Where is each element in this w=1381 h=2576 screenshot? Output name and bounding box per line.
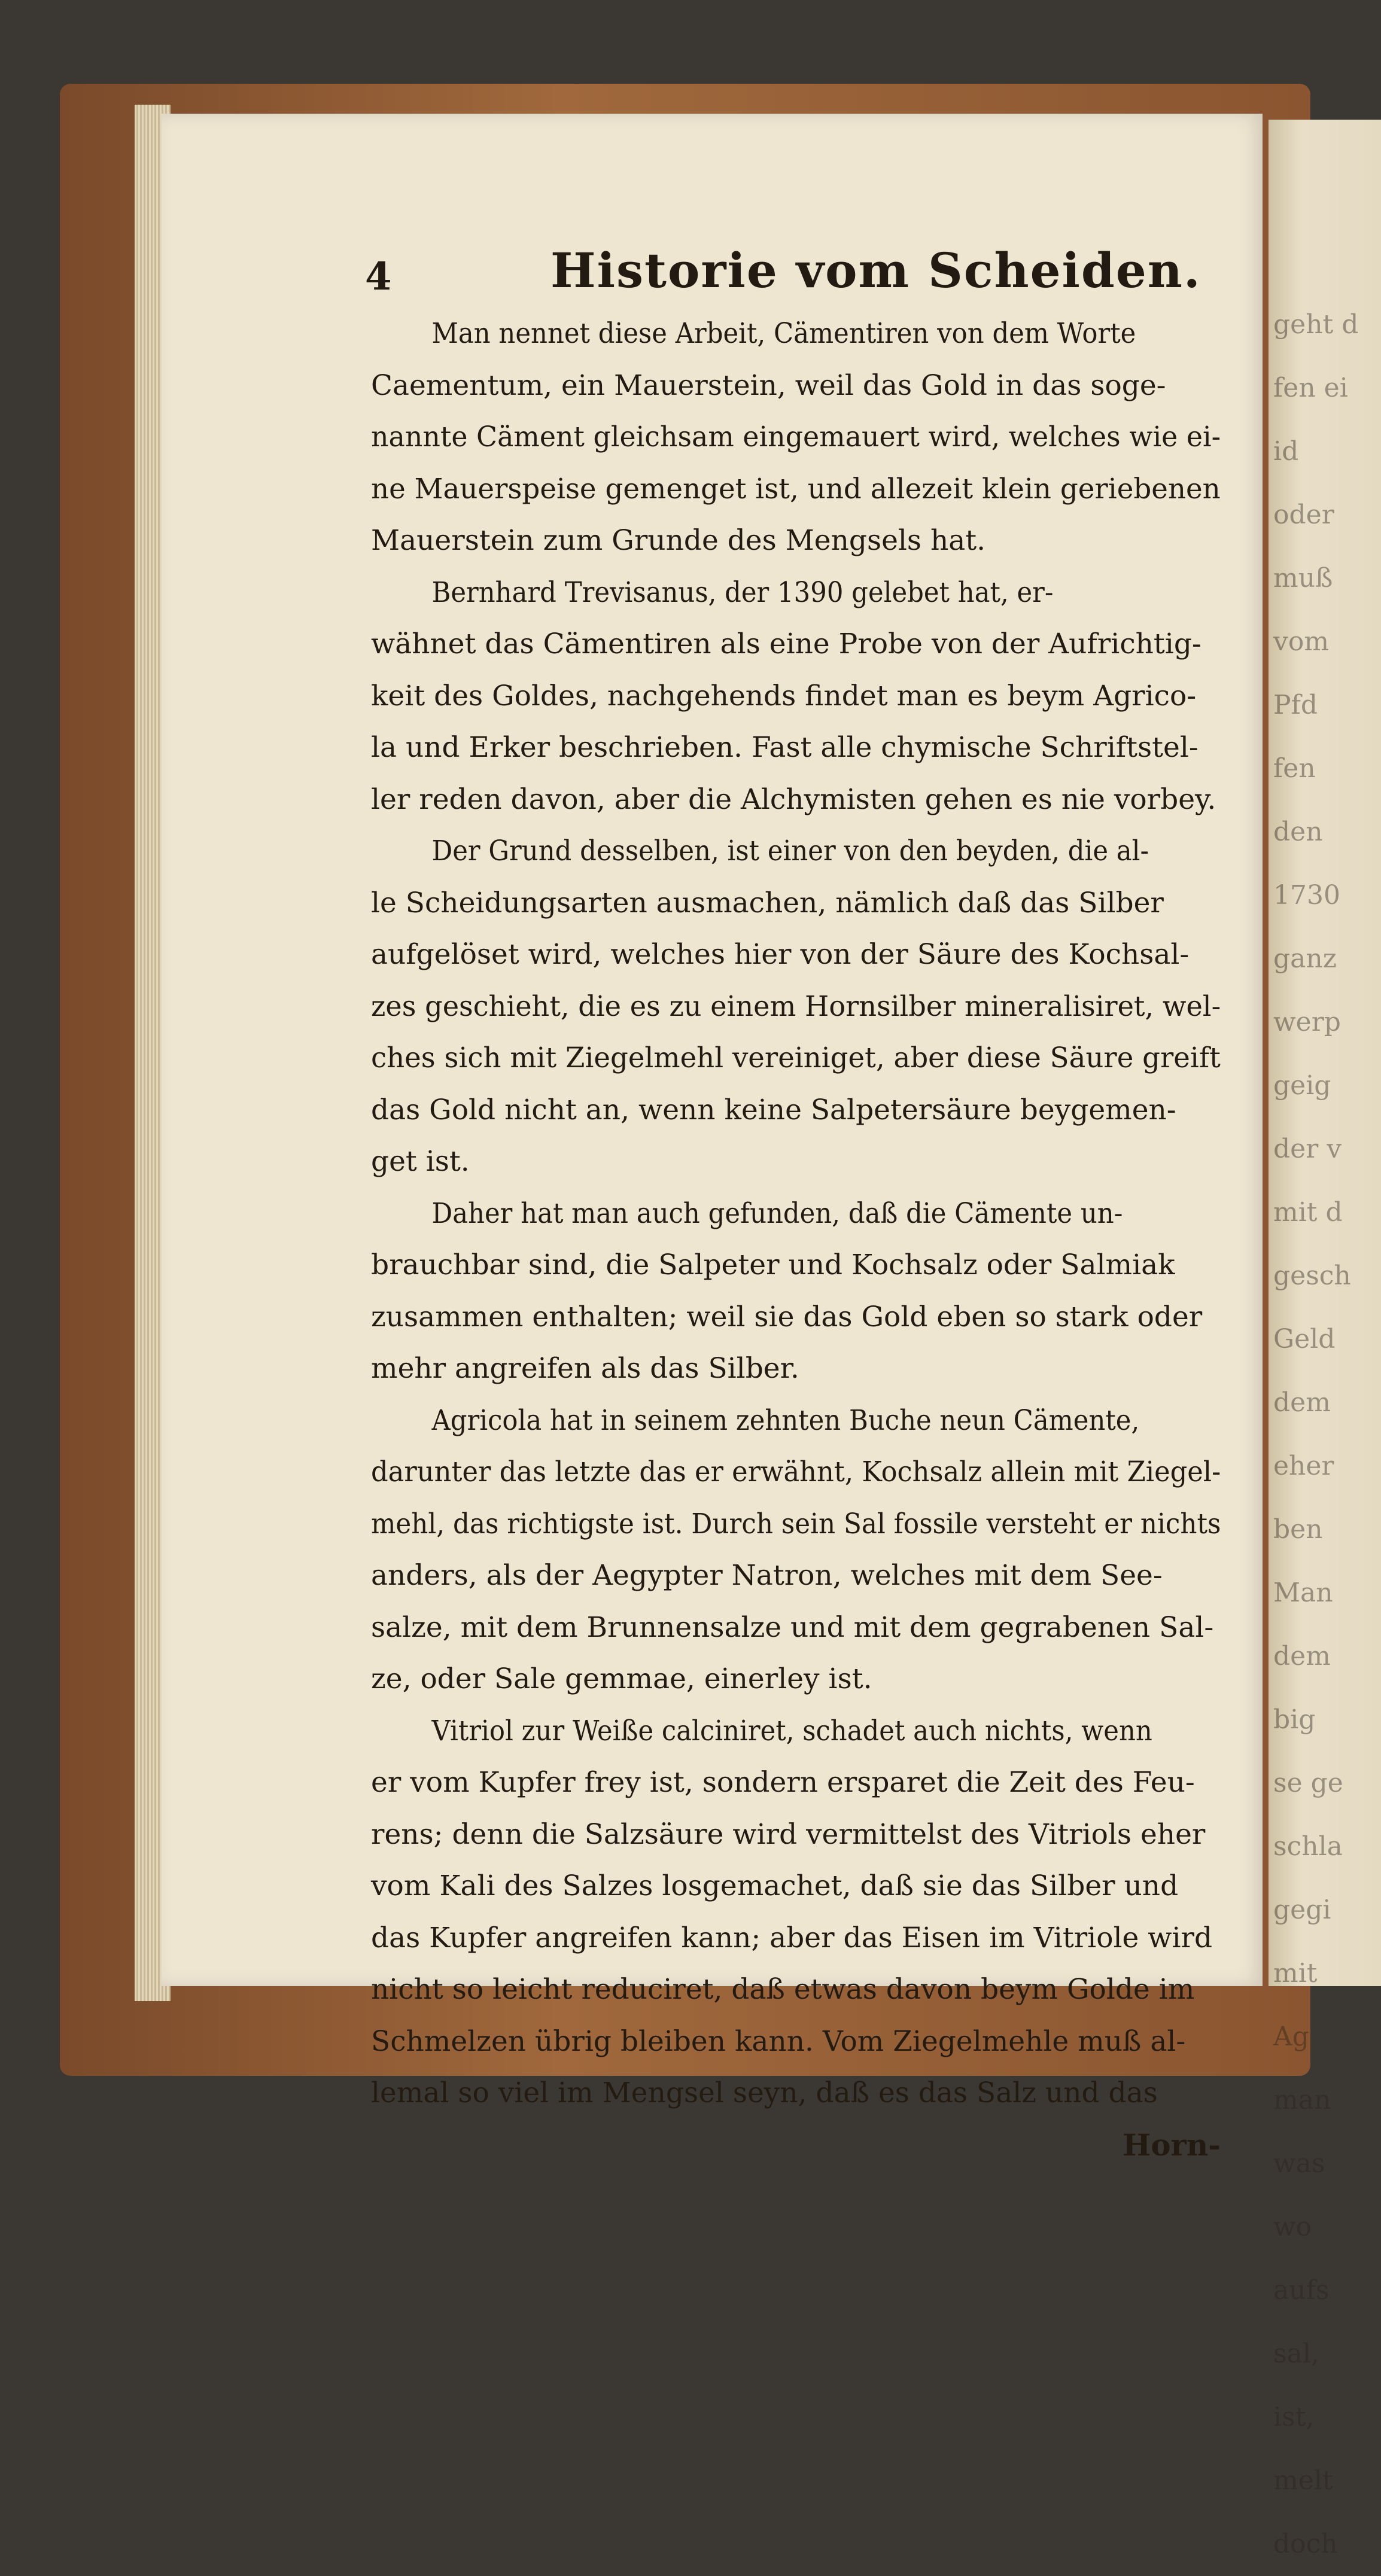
text-line: nicht so leicht reduciret, daß etwas davon beym Golde im [371, 1973, 1195, 2006]
text-line: le Scheidungsarten ausmachen, nämlich daß das Silber [371, 886, 1164, 919]
adjacent-page-fragment: sal, [1273, 2339, 1319, 2369]
text-line: mehr angreifen als das Silber. [371, 1352, 799, 1385]
paragraph [371, 1395, 1221, 1706]
adjacent-page-fragment: schla [1273, 1831, 1343, 1862]
text-line: brauchbar sind, die Salpeter und Kochsalz oder Salmiak [371, 1249, 1175, 1281]
text-line: aufgelöset wird, welches hier von der Säure des Kochsal- [371, 938, 1190, 971]
paragraph [371, 826, 1221, 1188]
adjacent-page-fragment: oder [1273, 500, 1334, 530]
paragraph [371, 1706, 1221, 2120]
adjacent-page-fragment: fen ei [1273, 373, 1348, 403]
adjacent-page-fragment: fen [1273, 753, 1316, 784]
text-line: Vitriol zur Weiße calciniret, schadet auch nichts, wenn [431, 1714, 1152, 1747]
paragraph [371, 308, 1221, 567]
text-line: ne Mauerspeise gemenget ist, und allezeit klein geriebenen [371, 472, 1221, 506]
text-line: das Gold nicht an, wenn keine Salpetersäure beygemen- [371, 1093, 1176, 1126]
text-line: Caementum, ein Mauerstein, weil das Gold in das soge- [371, 369, 1166, 402]
adjacent-page-fragment: dem [1273, 1387, 1331, 1418]
adjacent-page-fragment: aufs [1273, 2275, 1330, 2306]
text-line: la und Erker beschrieben. Fast alle chymische Schriftstel- [371, 731, 1199, 764]
adjacent-page-fragment: gegi [1273, 1895, 1331, 1925]
adjacent-page-fragment: dem [1273, 1641, 1331, 1671]
paragraph [371, 567, 1221, 826]
text-line: get ist. [371, 1145, 470, 1178]
adjacent-page-fragment: gesch [1273, 1260, 1351, 1291]
adjacent-page-fragment: Geld [1273, 1324, 1336, 1354]
text-line: anders, als der Aegypter Natron, welches mit dem See- [371, 1559, 1163, 1592]
adjacent-page-fragment: der v [1273, 1134, 1342, 1164]
adjacent-page-fragment: ist, [1273, 2402, 1315, 2432]
adjacent-page-fragment: mit d [1273, 1197, 1343, 1228]
adjacent-page-fragment: muß [1273, 563, 1333, 593]
text-line: salze, mit dem Brunnensalze und mit dem gegrabenen Sal- [371, 1610, 1214, 1644]
text-line: Agricola hat in seinem zehnten Buche neun Cämente, [431, 1403, 1140, 1437]
text-line: Schmelzen übrig bleiben kann. Vom Ziegelmehle muß al- [371, 2024, 1186, 2058]
adjacent-page-fragment: ganz [1273, 943, 1337, 974]
text-line: keit des Goldes, nachgehends findet man es beym Agrico- [371, 679, 1197, 712]
text-line: zes geschieht, die es zu einem Hornsilber mineralisiret, wel- [371, 989, 1221, 1023]
adjacent-page [1269, 120, 1381, 2559]
adjacent-page-fragment: den [1273, 817, 1323, 847]
page-content [365, 236, 1221, 2171]
text-line: Der Grund desselben, ist einer von den beyden, die al- [431, 835, 1149, 867]
adjacent-page-fragment: vom [1273, 626, 1330, 657]
page-header [365, 236, 1221, 308]
adjacent-page-fragment: Pfd [1273, 690, 1318, 720]
text-line: ler reden davon, aber die Alchymisten gehen es nie vorbey. [371, 782, 1216, 816]
body-text [371, 308, 1221, 2120]
text-line: Bernhard Trevisanus, der 1390 gelebet hat, er- [431, 576, 1054, 609]
text-line: rens; denn die Salzsäure wird vermittelst des Vitriols eher [371, 1817, 1206, 1851]
text-line: lemal so viel im Mengsel seyn, daß es das Salz und das [371, 2076, 1158, 2109]
text-line: darunter das letzte das er erwähnt, Kochsalz allein mit Ziegel- [371, 1456, 1221, 1488]
adjacent-page-fragment: werp [1273, 1007, 1341, 1037]
paragraph [371, 1188, 1221, 1395]
text-line: Daher hat man auch gefunden, daß die Cämente un- [431, 1196, 1123, 1230]
adjacent-page-fragment: geig [1273, 1070, 1331, 1101]
adjacent-page-fragment: big [1273, 1704, 1316, 1735]
text-line: mehl, das richtigste ist. Durch sein Sal fossile versteht er nichts [371, 1507, 1221, 1540]
running-head: Historie vom Scheiden. [550, 242, 1201, 299]
text-line: vom Kali des Salzes losgemachet, daß sie das Silber und [371, 1869, 1179, 1902]
text-line: er vom Kupfer frey ist, sondern ersparet die Zeit des Feu- [371, 1766, 1195, 1799]
text-line: ze, oder Sale gemmae, einerley ist. [371, 1662, 872, 1695]
text-line: ches sich mit Ziegelmehl vereiniget, aber diese Säure greift [371, 1042, 1221, 1074]
adjacent-page-fragment: ben [1273, 1514, 1323, 1545]
catchword: Horn- [1122, 2127, 1221, 2163]
adjacent-page-fragment: 1730 [1273, 880, 1340, 911]
adjacent-page-fragment: melt [1273, 2465, 1333, 2496]
adjacent-page-fragment: id [1273, 436, 1299, 467]
adjacent-page-fragment: doch [1273, 2529, 1338, 2559]
text-line: nannte Cäment gleichsam eingemauert wird, welches wie ei- [371, 421, 1221, 453]
adjacent-page-fragment: mit [1273, 1958, 1318, 1989]
text-line: zusammen enthalten; weil sie das Gold eben so stark oder [371, 1300, 1203, 1333]
adjacent-page-fragment: was [1273, 2148, 1325, 2179]
text-line: das Kupfer angreifen kann; aber das Eisen im Vitriole wird [371, 1921, 1213, 1954]
adjacent-page-fragment: man [1273, 2085, 1331, 2115]
adjacent-page-fragment: Man [1273, 1578, 1333, 1608]
adjacent-page-text [1273, 293, 1381, 2576]
adjacent-page-fragment: eher [1273, 1451, 1334, 1481]
text-line: wähnet das Cämentiren als eine Probe von der Aufrichtig- [371, 628, 1201, 660]
adjacent-page-fragment: Ag [1273, 2021, 1309, 2052]
page-number: 4 [365, 254, 392, 299]
adjacent-page-fragment: geht d [1273, 309, 1359, 340]
text-line: Mauerstein zum Grunde des Mengsels hat. [371, 524, 986, 557]
adjacent-page-fragment: se ge [1273, 1768, 1343, 1798]
text-line: Man nennet diese Arbeit, Cämentiren von dem Worte [431, 317, 1136, 350]
adjacent-page-fragment: wo [1273, 2212, 1312, 2242]
